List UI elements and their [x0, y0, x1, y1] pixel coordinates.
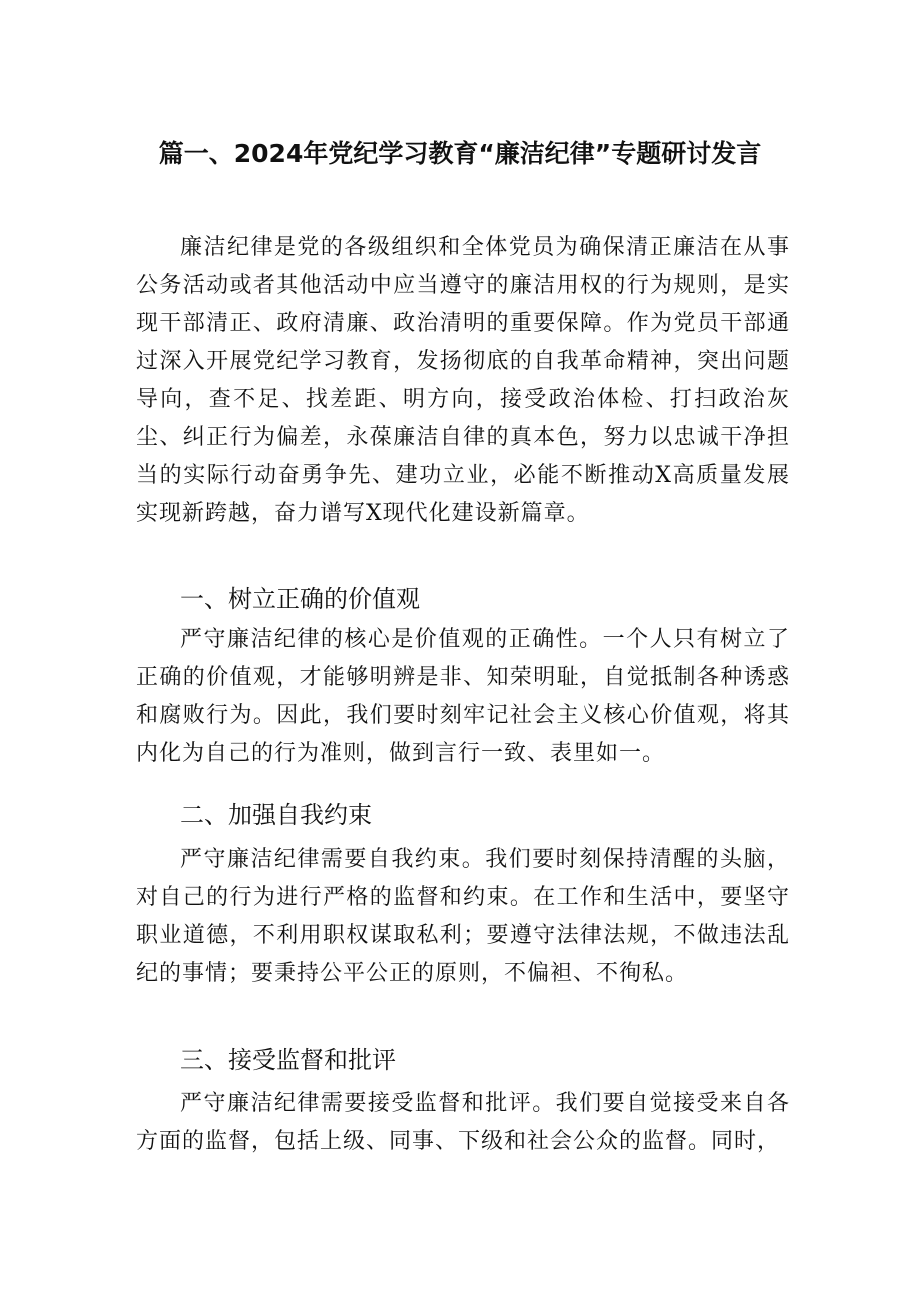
section-body-1: 严守廉洁纪律的核心是价值观的正确性。一个人只有树立了正确的价值观，才能够明辨是非、知荣明耻，自觉抵制各种诱惑和腐败行为。因此，我们要时刻牢记社会主义核心价值观，将其内化为自己的行为准则，做到言行一致、表里如一。 — [136, 627, 790, 766]
section-heading-1: 一、树立正确的价值观 — [180, 585, 420, 613]
section-heading-2: 二、加强自我约束 — [180, 801, 372, 829]
document-title: 篇一、2024年党纪学习教育“廉洁纪律”专题研讨发言 — [158, 139, 762, 168]
intro-paragraph: 廉洁纪律是党的各级组织和全体党员为确保清正廉洁在从事公务活动或者其他活动中应当遵守的廉洁用权的行为规则，是实现干部清正、政府清廉、政治清明的重要保障。作为党员干部通过深入开展党纪学习教育，发扬彻底的自我革命精神，突出问题导向，查不足、找差距、明方向，接受政治体检、打扫政治灰尘、纠正行为偏差，永葆廉洁自律的真本色，努力以忠诚干净担当的实际行动奋勇争先、建功立业，必能不断推动X高质量发展实现新跨越，奋力谱写X现代化建设新篇章。 — [136, 235, 790, 526]
section-body-3: 严守廉洁纪律需要接受监督和批评。我们要自觉接受来自各方面的监督，包括上级、同事、下级和社会公众的监督。同时， — [136, 1091, 790, 1154]
section-heading-3: 三、接受监督和批评 — [180, 1046, 396, 1074]
section-body-2: 严守廉洁纪律需要自我约束。我们要时刻保持清醒的头脑，对自己的行为进行严格的监督和约束。在工作和生活中，要坚守职业道德，不利用职权谋取私利；要遵守法律法规，不做违法乱纪的事情；要秉持公平公正的原则，不偏袒、不徇私。 — [136, 847, 790, 986]
